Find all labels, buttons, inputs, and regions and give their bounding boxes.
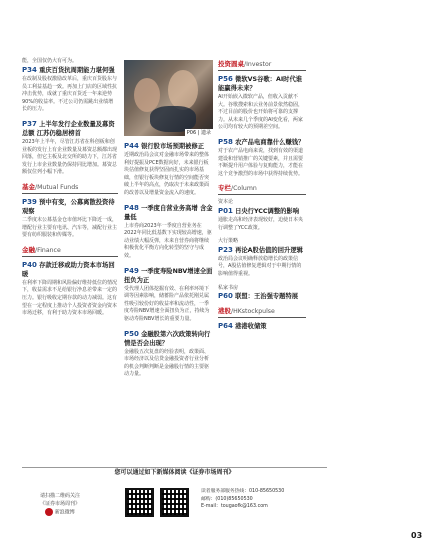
contact-row[interactable]: E-mail：tougaofk@163.com <box>201 504 268 509</box>
article-title: P01 日央行YCC调整的影响 <box>218 206 300 215</box>
footer-line: 《证券市场周刊》 <box>40 501 81 507</box>
footer-contact <box>201 488 284 511</box>
section-header-finance: 金融/Finance <box>22 246 118 257</box>
column-2 <box>124 142 213 385</box>
article-summary: 政治局会议明确释放稳增长的政策信号，A股估值修复逻辑对于中期行情的影响值得重视。 <box>218 255 302 277</box>
article-title: P58 农产品电商靠什么赚钱？ <box>218 137 305 146</box>
article[interactable] <box>218 246 306 279</box>
article[interactable] <box>218 138 306 178</box>
article-title: P23 再论A股估值的回升逻辑 <box>218 245 303 254</box>
section-header-investor: 投资圆桌/Investor <box>218 60 306 71</box>
article[interactable] <box>124 204 213 261</box>
qr-code-icon[interactable] <box>125 488 154 517</box>
footer-media-box <box>22 467 327 532</box>
article-title: P49 一季度寿险NBV增速全面扭负为正 <box>124 266 213 284</box>
article-summary: 在改制及股权激励改革后，重庆百货股东与员工利益基趋一致。再加上门店的区域性抗冲击优势，成就了重庆百货近一年来逆势90%的收益率。不过公司仍需跳出业绩增长的压力。 <box>22 76 118 113</box>
article[interactable] <box>218 322 306 331</box>
article-title: P39 预中有变，公募离散投资待观察 <box>22 197 115 215</box>
section-header-funds: 基金/Mutual Funds <box>22 183 118 194</box>
section-header-hkstock: 港股/HKstockpulse <box>218 307 306 318</box>
section-header-column: 专栏/Column <box>218 184 306 195</box>
article[interactable] <box>218 292 306 301</box>
article[interactable] <box>218 207 306 232</box>
column-3 <box>218 60 306 337</box>
contact-row: 读者服务部服务热线：010-85650530 <box>201 489 285 494</box>
article-title: P40 存款迁移或助力资本市场回暖 <box>22 260 115 278</box>
article-title: P48 一季度自营业务高增 含金量低 <box>124 203 213 221</box>
article-summary: 近期政治局会议对金融市场带来的整体利好提振及PCE数据向好，未来银行板块估值修复获得坚固而扎实的市场基础，但银行板块修复行情的空间能否突破上半年的高点，仍取决于未来政策面的改善以及增量资金流入的速度。 <box>124 152 210 196</box>
article-title: P50 金融股第六次政策转向行情是否会出现？ <box>124 329 211 347</box>
article-title: P37 上半年发行企业数量及募资总额 江苏仍稳居榜首 <box>22 119 115 137</box>
column-1 <box>22 66 118 324</box>
article-title: P60 联盟：王治强专题特展 <box>218 292 299 301</box>
article-summary: AI开始嵌入微软产品，但收入贡献不大。谷歌搜索和云业务前景依然稳固，不过目前的股价也开始将可靠的支撑力。从未来几个季度的AI变化看，两家公司均有较大的预期差空间。 <box>218 94 304 131</box>
column-subhead: 私家书房 <box>218 284 239 291</box>
column-subhead: 大行策略 <box>218 238 239 245</box>
article[interactable] <box>124 330 213 379</box>
article-title: P64 港港收储策 <box>218 322 267 331</box>
top-line: 能，全国仅仍大有可为。 <box>22 58 78 64</box>
article-summary: 金融股五次复盘的经验表明，政策面、市场经济以及信贷金融投资者行业分析的机会判断判断是金融股行情的主要驱动力量。 <box>124 348 210 378</box>
article[interactable] <box>22 198 118 240</box>
article[interactable] <box>22 66 118 114</box>
article-title: P44 银行股市场预期被修正 <box>124 142 205 150</box>
weibo-icon <box>45 508 53 516</box>
footer-left <box>40 492 80 517</box>
qr-code-icon[interactable] <box>160 488 189 517</box>
article-summary: 通胀走高和经济表现较好，迫使日本央行调整了YCC政策。 <box>218 216 304 231</box>
cover-photo <box>124 60 213 136</box>
article-summary: 二季度末公募基金仓市值环比下降近一成，增配行业主要有电讯、汽车等，减配行业主要有纺织服装和传媒等。 <box>22 216 118 239</box>
article[interactable] <box>22 120 118 177</box>
contact-row: 邮购：(010)85650530 <box>201 496 253 502</box>
photo-caption: P06 | 遗录 <box>186 130 211 136</box>
footer-title: 您可以通过如下新媒体阅读《证券市场周刊》 <box>22 468 327 477</box>
article-summary: 在利率下降周期和风险偏好维持低位的情况下，收益需求不足给银行净息差带来一定的压力。银行吸收定期存款的动力减弱。这有望在一定程度上推动个人投资者资金向资本市场迁移，有利于助力资本市场回暖。 <box>22 279 118 317</box>
column-subhead: 资本论 <box>218 199 234 206</box>
article-summary: 上市券商2023年一季度自营业务在2022年同比低基数下实现较高增速，驱动业绩大幅反弹，未来自营券商将继续积极优化平衡方向化转型的坚守与成效。 <box>124 222 212 259</box>
article-title: P56 微软VS谷歌：AI时代谁能赢得未来？ <box>218 75 303 92</box>
article[interactable] <box>218 75 306 132</box>
footer-line: 请扫描二维码关注 <box>40 493 81 499</box>
article-title: P34 重庆百货抗周期能力堪何强 <box>22 66 115 74</box>
article-summary: 受代理人团体挖掘有效、在利率环境下调等因素影响，储蓄险产品依托刚兑属性吸引较份好的收益率和流动性，一季度寿险NBV增速全面扭负为正，持续为驱动寿险NBV增长的重要力量。 <box>124 285 210 322</box>
article-summary: 对于农产品电商来说，找到有效的渠道建设和营销推广的关键要素，并且需要不断提升用户体验与复购能力，才能在这个竞争激烈的市场中获得持续优势。 <box>218 147 304 177</box>
article-summary: 2023年上半年，尽管江苏省在科创板和创业板的发行上有企业数量及募资总额都出现回落，但它主板及北交所的助力下，江苏省发行上市企业数量仍保持同比增加。募资总额仅位列小幅下滑。 <box>22 138 118 176</box>
footer-line: 新浪微博 <box>40 508 80 517</box>
page-number: 03 <box>411 531 423 540</box>
article[interactable] <box>124 142 213 198</box>
article[interactable] <box>22 261 118 318</box>
article[interactable] <box>124 267 213 324</box>
